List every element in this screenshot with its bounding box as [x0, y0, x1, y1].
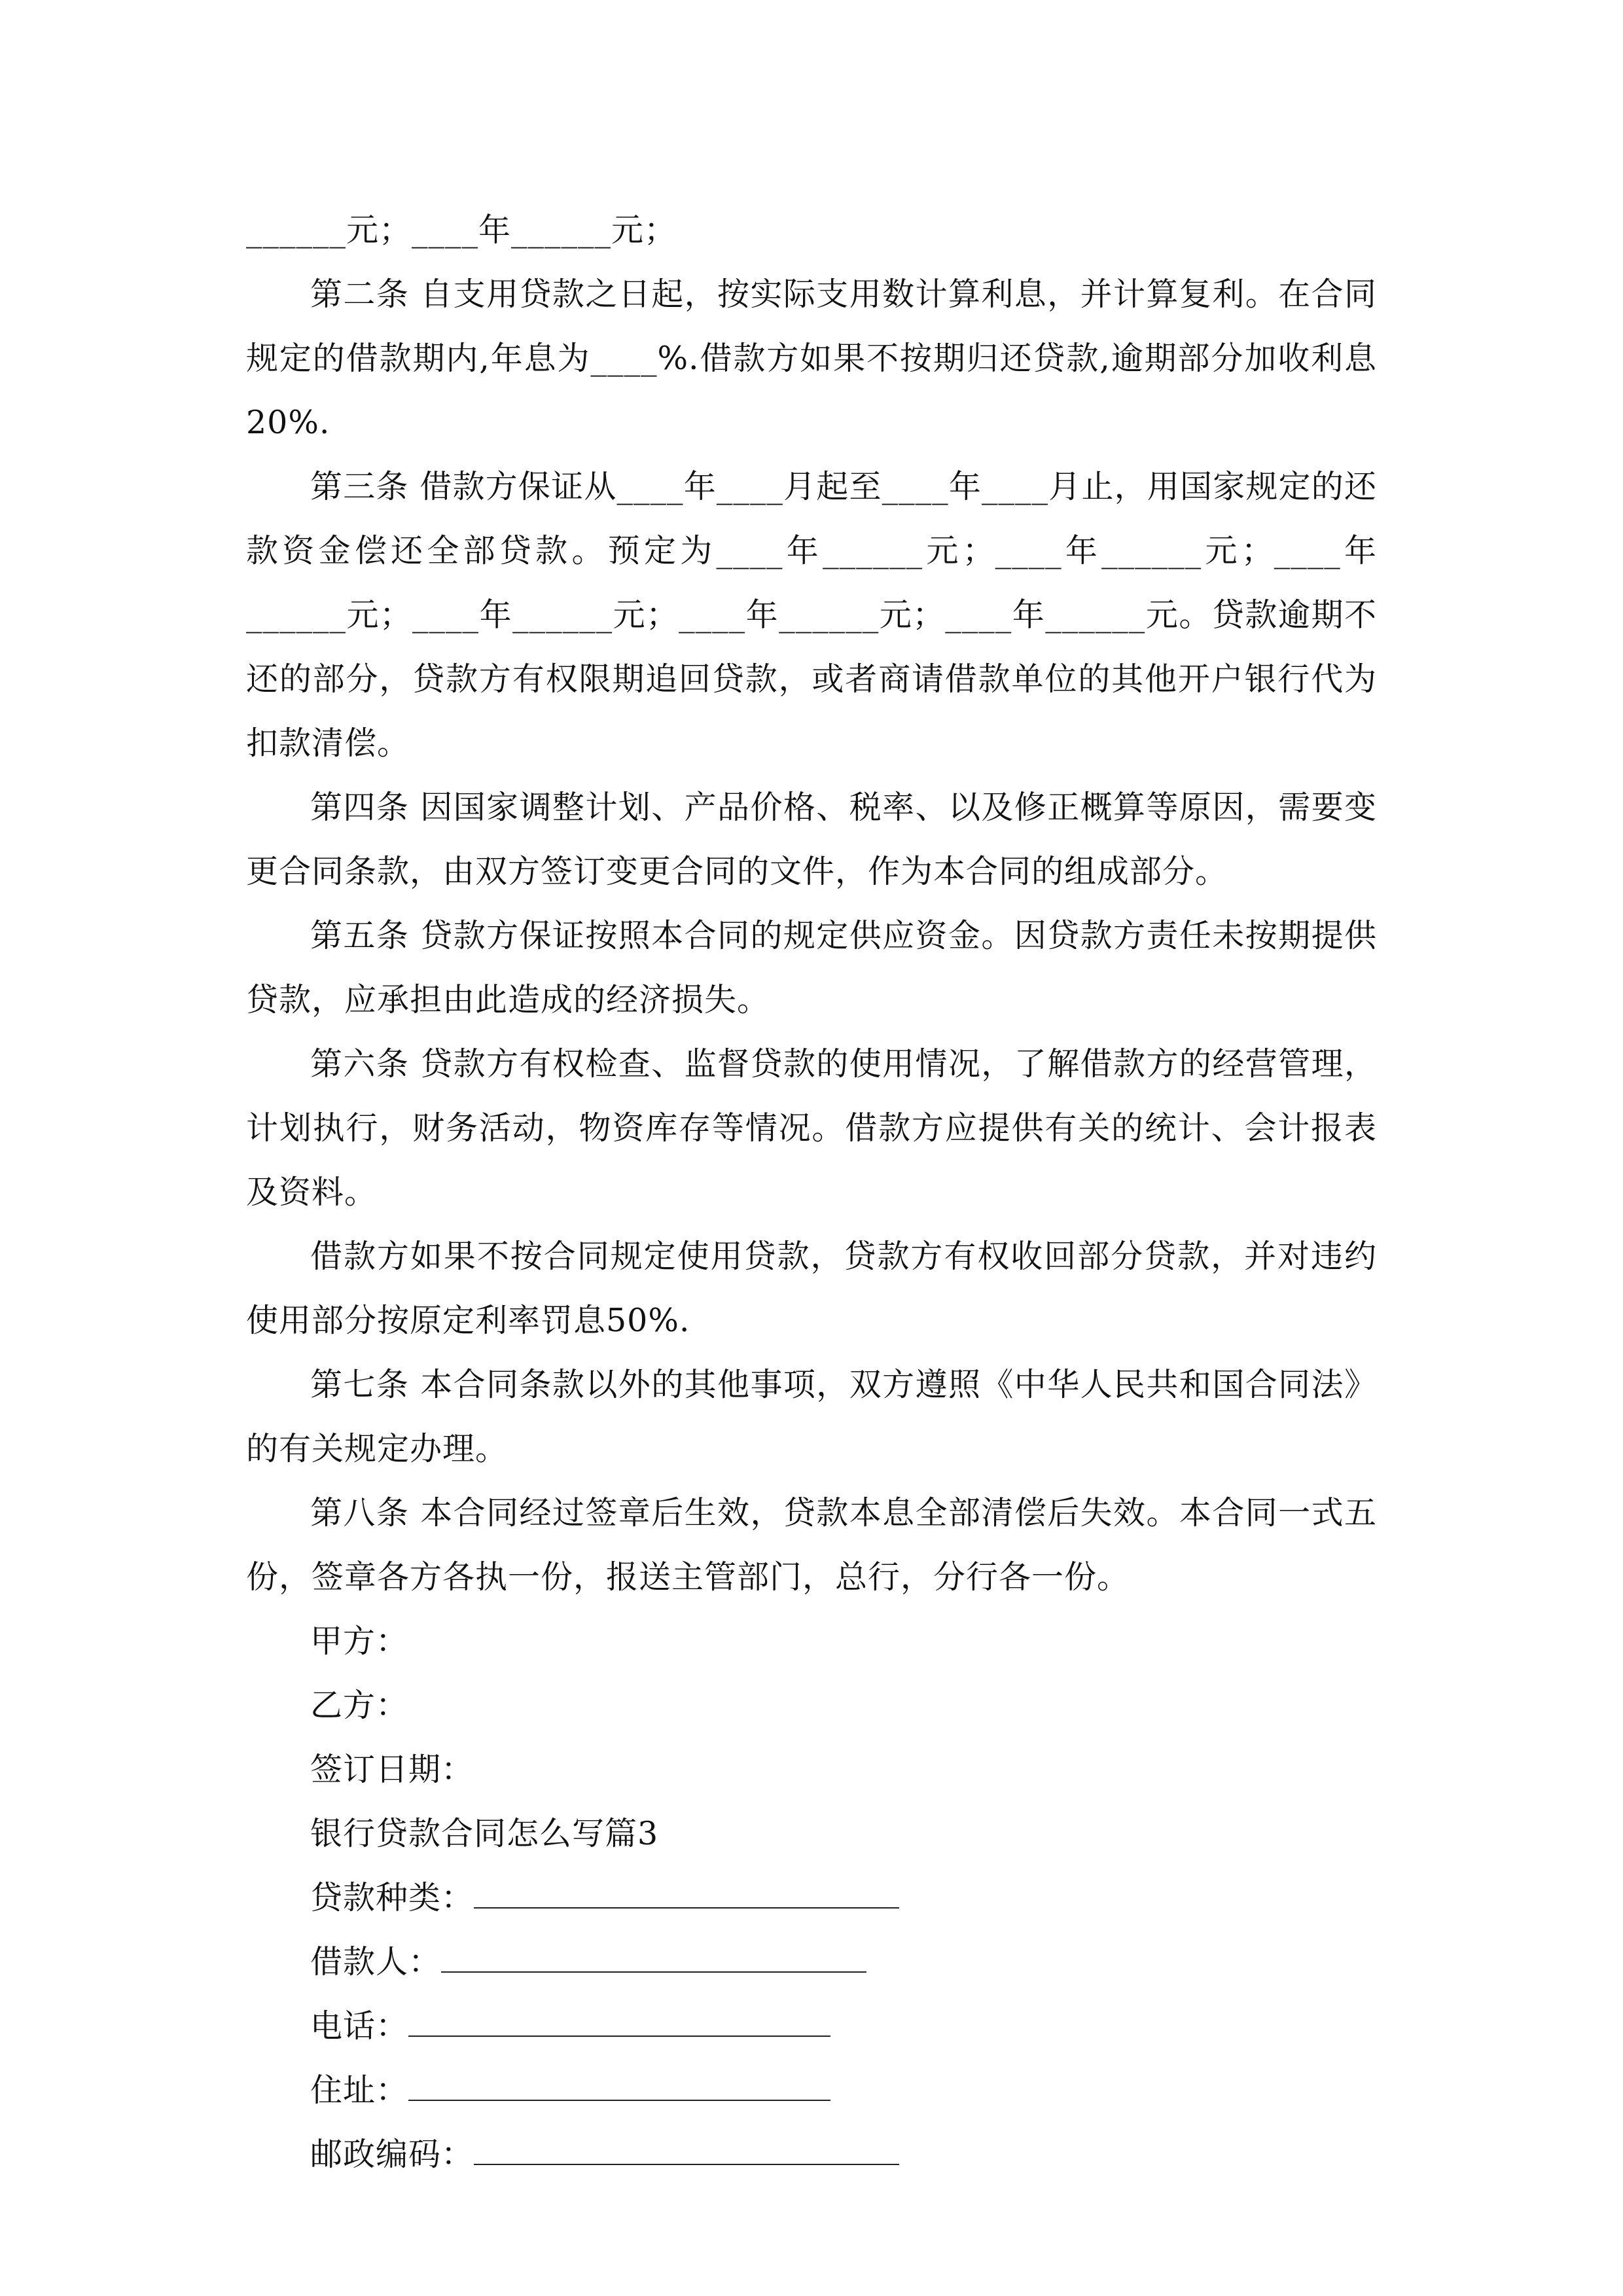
postal-code-blank[interactable] — [474, 2131, 899, 2165]
borrower-row — [246, 1930, 1377, 1994]
phone-label: 电话： — [310, 2007, 409, 2045]
address-label: 住址： — [310, 2072, 409, 2109]
phone-blank[interactable] — [408, 2003, 830, 2037]
article-2: 第二条 自支用贷款之日起，按实际支用数计算利息，并计算复利。在合同规定的借款期内,年息为____%.借款方如果不按期归还贷款,逾期部分加收利息20%. — [246, 276, 1377, 441]
contract-body — [246, 198, 1377, 2187]
signing-date-label: 签订日期： — [310, 1751, 474, 1788]
party-b-label: 乙方： — [310, 1687, 409, 1724]
address-row — [246, 2058, 1377, 2123]
borrower-label: 借款人： — [310, 1943, 442, 1981]
article-5: 第五条 贷款方保证按照本合同的规定供应资金。因贷款方责任未按期提供贷款，应承担由此造成的经济损失。 — [246, 917, 1377, 1018]
article-8: 第八条 本合同经过签章后生效，贷款本息全部清偿后失效。本合同一式五份，签章各方各执一份，报送主管部门，总行，分行各一份。 — [246, 1494, 1377, 1596]
loan-type-label: 贷款种类： — [310, 1879, 474, 1916]
party-a-label: 甲方： — [310, 1623, 409, 1660]
section-title: 银行贷款合同怎么写篇3 — [310, 1815, 659, 1852]
article-6-penalty: 借款方如果不按合同规定使用贷款，贷款方有权收回部分贷款，并对违约使用部分按原定利率罚息50%. — [246, 1238, 1377, 1339]
article-6: 第六条 贷款方有权检查、监督贷款的使用情况，了解借款方的经营管理，计划执行，财务活动，物资库存等情况。借款方应提供有关的统计、会计报表及资料。 — [246, 1045, 1377, 1211]
borrower-blank[interactable] — [441, 1939, 866, 1973]
article-4: 第四条 因国家调整计划、产品价格、税率、以及修正概算等原因，需要变更合同条款，由双方签订变更合同的文件，作为本合同的组成部分。 — [246, 789, 1377, 890]
loan-type-row — [246, 1866, 1377, 1930]
postal-code-row — [246, 2123, 1377, 2187]
address-blank[interactable] — [408, 2067, 830, 2101]
article-7: 第七条 本合同条款以外的其他事项，双方遵照《中华人民共和国合同法》的有关规定办理。 — [246, 1366, 1377, 1467]
postal-code-label: 邮政编码： — [310, 2136, 474, 2173]
phone-row — [246, 1994, 1377, 2058]
article-3: 第三条 借款方保证从____年____月起至____年____月止，用国家规定的还款资金偿还全部贷款。预定为____年______元；____年______元；____年______元；____年______元；____年______元；____年______元。贷款逾期不还的部分，贷款方有权限期追回贷款，或者商请借款单位的其他开户银行代为扣款清偿。 — [246, 468, 1377, 762]
continuation-line: ______元；____年______元； — [246, 211, 677, 249]
loan-type-blank[interactable] — [474, 1874, 899, 1909]
